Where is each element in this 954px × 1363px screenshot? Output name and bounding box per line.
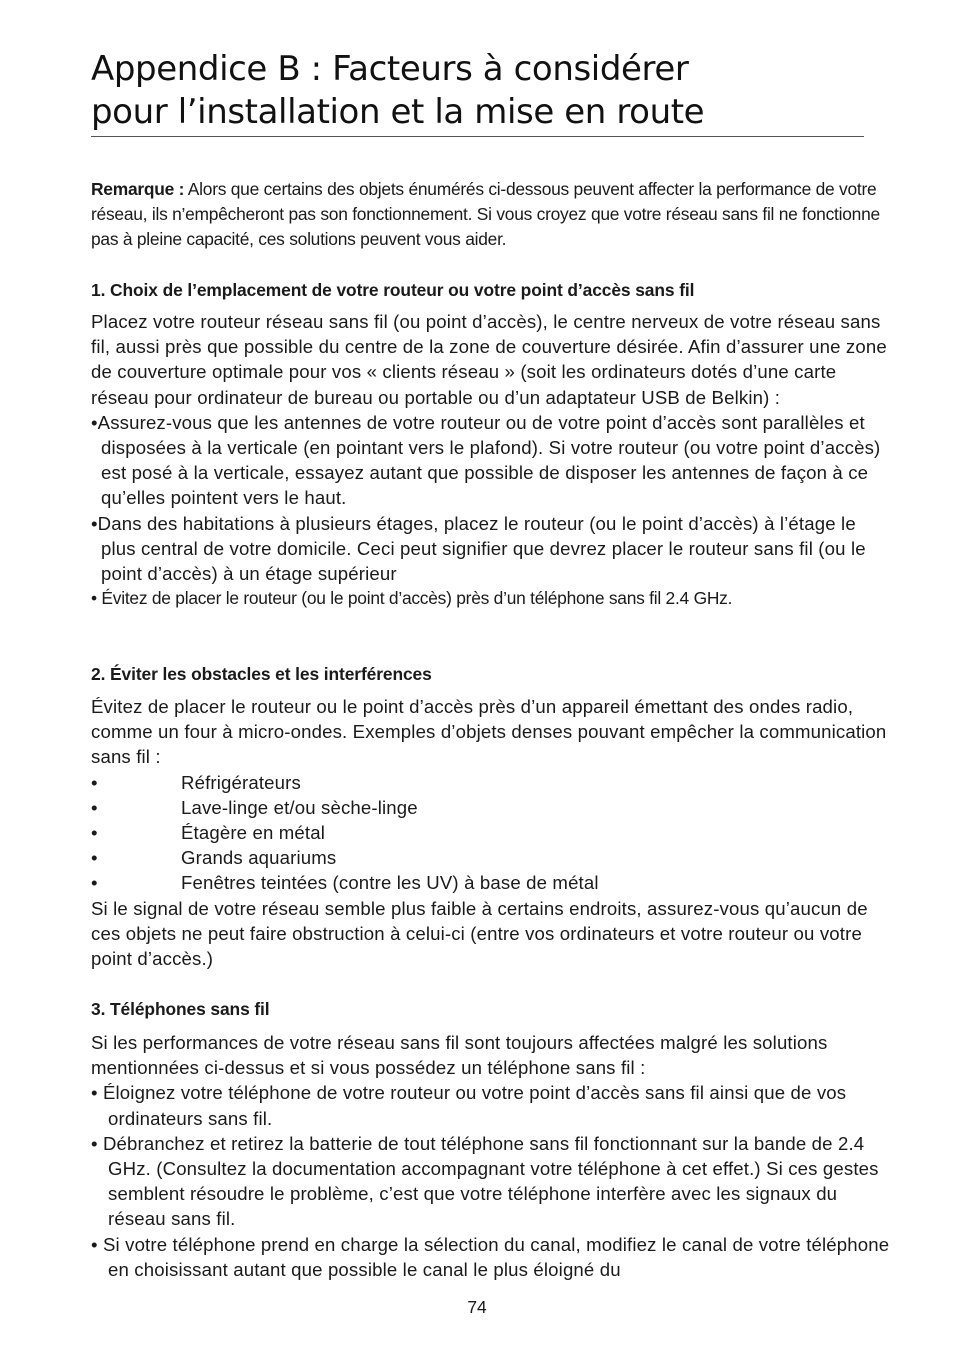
- section-3-intro: Si les performances de votre réseau sans fil sont toujours affectées malgré les solutions mentionnées ci-dessus et si vous possédez un téléphone sans fil :: [91, 1032, 828, 1079]
- note-paragraph: [91, 177, 891, 253]
- section-3-heading: 3. Téléphones sans fil: [91, 999, 270, 1019]
- list-item: [91, 870, 891, 895]
- section-3-bullet: • Débranchez et retirez la batterie de tout téléphone sans fil fonctionnant sur la bande de 2.4 GHz. (Consultez la documentation accompagnant votre téléphone à cet effet.) Si ces gestes semblent résoudre le problème, c’est que votre téléphone interfère avec les signaux du réseau sans fil.: [91, 1132, 879, 1230]
- list-item-text: Lave-linge et/ou sèche-linge: [181, 796, 418, 818]
- section-1-body: [91, 309, 891, 611]
- section-3-body: [91, 1030, 891, 1282]
- section-1-bullet: •Dans des habitations à plusieurs étages, placez le routeur (ou le point d’accès) à l’étage le plus central de votre domicile. Ceci peut signifier que devrez placer le routeur sans fil (ou le point d’accès) à un étage supérieur: [91, 512, 866, 585]
- list-item: [91, 770, 891, 795]
- note-text: Alors que certains des objets énumérés ci-dessous peuvent affecter la performance de votre réseau, ils n’empêcheront pas son fonctionnement. Si vous croyez que votre réseau sans fil ne fonctionne pas à pleine capacité, ces solutions peuvent vous aider.: [91, 179, 880, 250]
- title-line-2: pour l’installation et la mise en route: [91, 92, 705, 132]
- section-3-bullet: • Éloignez votre téléphone de votre routeur ou votre point d’accès sans fil ainsi que de vos ordinateurs sans fil.: [91, 1082, 847, 1129]
- section-cordless-phones: [91, 997, 891, 1282]
- note-label: Remarque :: [91, 179, 185, 199]
- section-obstacles: [91, 662, 891, 971]
- section-1-intro: Placez votre routeur réseau sans fil (ou point d’accès), le centre nerveux de votre réseau sans fil, aussi près que possible du centre de la zone de couverture désirée. Afin d’assurer une zone de couverture optimale pour vos « clients réseau » (soit les ordinateurs dotés d’une carte réseau pour ordinateur de bureau ou portable ou d’un adaptateur USB de Belkin) :: [91, 311, 887, 408]
- list-item: [91, 845, 891, 870]
- bullet-marker: •: [91, 872, 98, 894]
- section-1-bullet: • Évitez de placer le routeur (ou le point d’accès) près d’un téléphone sans fil 2.4 GHz.: [91, 588, 733, 609]
- bullet-marker: •: [91, 771, 98, 793]
- section-2-intro: Évitez de placer le routeur ou le point d’accès près d’un appareil émettant des ondes radio, comme un four à micro-ondes. Exemples d’objets denses pouvant empêcher la communication sans fil :: [91, 696, 887, 768]
- list-item: [91, 795, 891, 820]
- list-item-text: Réfrigérateurs: [181, 771, 301, 793]
- list-item-text: Fenêtres teintées (contre les UV) à base de métal: [181, 872, 599, 894]
- list-item: [91, 820, 891, 845]
- bullet-marker: •: [91, 796, 98, 818]
- page-number: 74: [467, 1297, 487, 1317]
- section-2-heading: 2. Éviter les obstacles et les interférences: [91, 664, 432, 684]
- section-3-bullet: • Si votre téléphone prend en charge la sélection du canal, modifiez le canal de votre téléphone en choisissant autant que possible le canal le plus éloigné du: [91, 1233, 890, 1280]
- title-line-1: Appendice B : Facteurs à considérer: [91, 49, 689, 89]
- list-item-text: Grands aquariums: [181, 847, 337, 869]
- title-divider: [91, 136, 864, 137]
- section-1-bullet: •Assurez-vous que les antennes de votre routeur ou de votre point d’accès sont parallèles et disposées à la verticale (en pointant vers le plafond). Si votre routeur (ou votre point d’accès) est posé à la verticale, essayez autant que possible de disposer les antennes de façon à ce qu’elles pointent vers le haut.: [91, 411, 881, 509]
- list-item-text: Étagère en métal: [181, 822, 326, 844]
- page-content: [91, 48, 891, 1280]
- section-router-placement: [91, 278, 891, 611]
- section-2-body: [91, 694, 891, 971]
- bullet-marker: •: [91, 847, 98, 869]
- section-2-outro: Si le signal de votre réseau semble plus faible à certains endroits, assurez-vous qu’aucun de ces objets ne peut faire obstruction à celui-ci (entre vos ordinateurs et votre routeur ou votre point d’accès.): [91, 897, 868, 970]
- section-1-heading: 1. Choix de l’emplacement de votre routeur ou votre point d’accès sans fil: [91, 280, 695, 300]
- bullet-marker: •: [91, 822, 98, 844]
- page-title: [91, 48, 891, 134]
